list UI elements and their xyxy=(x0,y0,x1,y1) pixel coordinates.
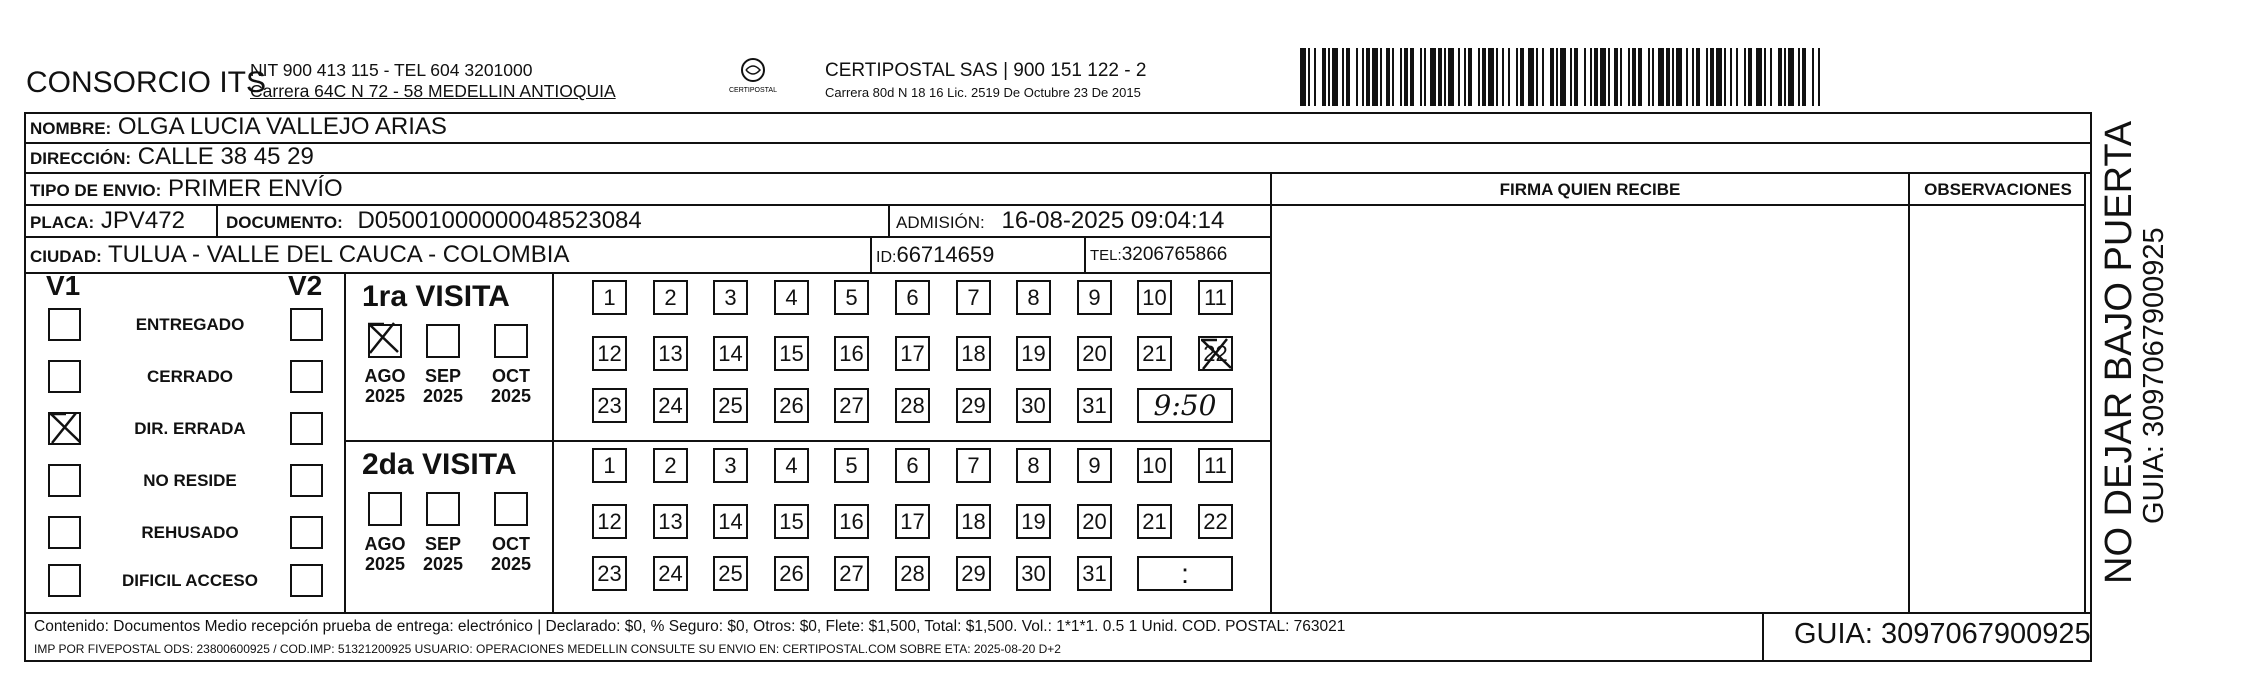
day-box[interactable]: 25 xyxy=(713,388,748,423)
v1-checkbox[interactable] xyxy=(48,308,81,341)
barcode xyxy=(1300,48,1820,106)
documento-row xyxy=(226,206,642,238)
month-name: OCT xyxy=(492,366,530,386)
day-box[interactable]: 21 xyxy=(1137,336,1172,371)
month-year: 2025 xyxy=(364,554,406,574)
signature-header: FIRMA QUIEN RECIBE xyxy=(1499,180,1681,199)
v2-checkbox[interactable] xyxy=(290,412,323,445)
footer-contenido: Contenido: Documentos Medio recepción prueba de entrega: electrónico | Declarado: $0, % Seguro: $0, Otros: $0, Flete: $1,500, Total: $1,500. Vol.: 1*1*1. 0.5 1 Unid. COD. POSTAL: 763021 xyxy=(34,618,1346,635)
admision-label: ADMISIÓN: xyxy=(896,213,985,232)
day-box[interactable]: 12 xyxy=(592,336,627,371)
month-checkbox[interactable] xyxy=(426,492,460,526)
day-box[interactable]: 7 xyxy=(956,448,991,483)
row-divider xyxy=(24,272,1270,274)
logo-text: CERTIPOSTAL xyxy=(729,87,777,94)
cell-divider xyxy=(870,236,872,272)
day-box[interactable]: 5 xyxy=(834,448,869,483)
day-box[interactable]: 12 xyxy=(592,504,627,539)
day-box[interactable]: 3 xyxy=(713,280,748,315)
footer-guia-divider xyxy=(1762,612,1764,660)
day-box[interactable]: 17 xyxy=(895,336,930,371)
day-box[interactable]: 14 xyxy=(713,336,748,371)
day-box[interactable]: 2 xyxy=(653,280,688,315)
v1-label: V1 xyxy=(46,270,81,301)
day-box[interactable]: 28 xyxy=(895,556,930,591)
month-year: 2025 xyxy=(364,386,406,406)
ciudad-label: CIUDAD: xyxy=(30,247,102,266)
id-value: 66714659 xyxy=(896,242,995,267)
cell-divider xyxy=(1084,236,1086,272)
admision-row xyxy=(896,206,1224,238)
company-nit: NIT 900 413 115 - TEL 604 3201000 xyxy=(250,60,533,80)
day-box[interactable]: 15 xyxy=(774,504,809,539)
month-checkbox[interactable] xyxy=(494,324,528,358)
day-box[interactable]: 10 xyxy=(1137,280,1172,315)
day-box[interactable]: 25 xyxy=(713,556,748,591)
v1-checkbox[interactable] xyxy=(48,412,81,445)
month-checkbox[interactable] xyxy=(368,492,402,526)
day-box[interactable]: 30 xyxy=(1016,388,1051,423)
day-box[interactable]: 1 xyxy=(592,448,627,483)
visit2-title: 2da VISITA xyxy=(362,448,517,481)
day-box[interactable]: 9 xyxy=(1077,280,1112,315)
frame-right xyxy=(2090,112,2092,662)
month-label xyxy=(362,534,408,574)
id-label: ID: xyxy=(876,249,897,266)
day-box[interactable]: 19 xyxy=(1016,504,1051,539)
day-box[interactable]: 30 xyxy=(1016,556,1051,591)
day-box[interactable]: 13 xyxy=(653,336,688,371)
status-label: REHUSADO xyxy=(141,523,239,542)
certipostal-name: CERTIPOSTAL SAS | 900 151 122 - 2 xyxy=(825,60,1147,81)
direccion-label: DIRECCIÓN: xyxy=(30,149,132,168)
certipostal-license: Carrera 80d N 18 16 Lic. 2519 De Octubre 23 De 2015 xyxy=(825,85,1141,100)
day-box[interactable]: 29 xyxy=(956,556,991,591)
side-guia: GUIA: 3097067900925 xyxy=(2138,227,2170,524)
day-box[interactable]: 27 xyxy=(834,556,869,591)
placa-value: JPV472 xyxy=(100,207,185,234)
tipo-envio-row xyxy=(30,174,343,206)
day-box[interactable]: 3 xyxy=(713,448,748,483)
day-box[interactable]: 18 xyxy=(956,504,991,539)
day-box[interactable]: 21 xyxy=(1137,504,1172,539)
placa-label: PLACA: xyxy=(30,213,95,232)
v1-checkbox[interactable] xyxy=(48,464,81,497)
sig-header-divider xyxy=(1270,204,2084,206)
month-name: SEP xyxy=(424,534,462,554)
nombre-row xyxy=(30,112,447,144)
day-box[interactable]: 26 xyxy=(774,556,809,591)
certipostal-logo xyxy=(720,56,786,98)
day-box[interactable]: 20 xyxy=(1077,504,1112,539)
placa-row xyxy=(30,206,185,238)
month-label xyxy=(488,366,534,406)
v2-checkbox[interactable] xyxy=(290,516,323,549)
obs-col-right xyxy=(2084,172,2086,612)
day-box[interactable]: 13 xyxy=(653,504,688,539)
ciudad-value: TULUA - VALLE DEL CAUCA - COLOMBIA xyxy=(108,241,570,268)
certipostal-info xyxy=(825,60,1146,104)
day-box[interactable]: 10 xyxy=(1137,448,1172,483)
documento-value: D05001000000048523084 xyxy=(357,207,642,234)
nombre-value: OLGA LUCIA VALLEJO ARIAS xyxy=(117,113,447,140)
day-box[interactable]: 31 xyxy=(1077,556,1112,591)
month-label xyxy=(488,534,534,574)
cell-divider xyxy=(216,204,218,238)
month-checkbox[interactable] xyxy=(426,324,460,358)
footer-imp: IMP POR FIVEPOSTAL ODS: 23800600925 / COD.IMP: 51321200925 USUARIO: OPERACIONES MEDELLIN CONSULTE SU ENVIO EN: CERTIPOSTAL.COM SOBRE ETA: 2025-08-20 D+2 xyxy=(34,642,1061,656)
day-box[interactable]: 7 xyxy=(956,280,991,315)
day-box[interactable]: 11 xyxy=(1198,280,1233,315)
frame-bottom xyxy=(24,660,2092,662)
month-checkbox[interactable] xyxy=(368,324,402,358)
day-box[interactable]: 8 xyxy=(1016,448,1051,483)
footer-divider xyxy=(24,612,2092,614)
id-row xyxy=(876,240,994,273)
day-box[interactable]: 6 xyxy=(895,448,930,483)
tipo-envio-value: PRIMER ENVÍO xyxy=(167,175,343,202)
day-box[interactable]: 28 xyxy=(895,388,930,423)
company-address: Carrera 64C N 72 - 58 MEDELLIN ANTIOQUIA xyxy=(250,81,616,101)
visit1-title: 1ra VISITA xyxy=(362,280,510,313)
v1-checkbox[interactable] xyxy=(48,360,81,393)
month-label xyxy=(420,366,466,406)
month-checkbox[interactable] xyxy=(494,492,528,526)
day-box[interactable]: 23 xyxy=(592,556,627,591)
month-name: AGO xyxy=(364,534,406,554)
day-box[interactable]: 8 xyxy=(1016,280,1051,315)
v1-checkbox[interactable] xyxy=(48,516,81,549)
tel-label: TEL: xyxy=(1090,247,1122,264)
day-box[interactable]: 23 xyxy=(592,388,627,423)
day-box[interactable]: 31 xyxy=(1077,388,1112,423)
v2-checkbox[interactable] xyxy=(290,360,323,393)
observaciones-header: OBSERVACIONES xyxy=(1924,180,2072,199)
month-name: AGO xyxy=(364,366,406,386)
direccion-row xyxy=(30,142,314,174)
visit-col-divider xyxy=(552,272,554,612)
v2-checkbox[interactable] xyxy=(290,564,323,597)
status-label: NO RESIDE xyxy=(143,471,237,490)
day-box[interactable]: 22 xyxy=(1198,336,1233,371)
check-mark-icon xyxy=(1197,336,1237,380)
tel-row xyxy=(1090,240,1227,271)
side-warning: NO DEJAR BAJO PUERTA xyxy=(2098,120,2140,584)
status-label: ENTREGADO xyxy=(135,315,245,334)
month-year: 2025 xyxy=(490,554,532,574)
v1-checkbox[interactable] xyxy=(48,564,81,597)
month-year: 2025 xyxy=(490,386,532,406)
month-name: SEP xyxy=(424,366,462,386)
status-label: DIFICIL ACCESO xyxy=(121,571,258,590)
signature-area[interactable] xyxy=(1274,208,1906,610)
footer-guia: GUIA: 3097067900925 xyxy=(1794,618,2091,650)
day-box[interactable]: 11 xyxy=(1198,448,1233,483)
admision-value: 16-08-2025 09:04:14 xyxy=(1001,207,1225,234)
day-box[interactable]: 24 xyxy=(653,556,688,591)
day-box[interactable]: 22 xyxy=(1198,504,1233,539)
company-name: CONSORCIO ITS xyxy=(26,66,267,99)
day-box[interactable]: 4 xyxy=(774,448,809,483)
day-box[interactable]: 18 xyxy=(956,336,991,371)
cell-divider xyxy=(888,204,890,238)
observaciones-area[interactable] xyxy=(1912,208,2082,610)
day-box[interactable]: 14 xyxy=(713,504,748,539)
status-label: CERRADO xyxy=(147,367,233,386)
sig-col-left xyxy=(1270,172,1272,612)
tel-value: 3206765866 xyxy=(1121,244,1228,265)
day-box[interactable]: 26 xyxy=(774,388,809,423)
day-box[interactable]: 6 xyxy=(895,280,930,315)
day-box[interactable]: 5 xyxy=(834,280,869,315)
day-box[interactable]: 9 xyxy=(1077,448,1112,483)
day-box[interactable]: 17 xyxy=(895,504,930,539)
time-field[interactable]: : xyxy=(1137,556,1233,591)
month-label xyxy=(362,366,408,406)
tipo-envio-label: TIPO DE ENVIO: xyxy=(30,181,162,200)
ciudad-row xyxy=(30,240,569,272)
obs-col-left xyxy=(1908,172,1910,612)
visit-divider xyxy=(344,440,1270,442)
frame-left xyxy=(24,112,26,662)
nombre-label: NOMBRE: xyxy=(30,119,112,138)
month-year: 2025 xyxy=(422,554,464,574)
month-label xyxy=(420,534,466,574)
day-box[interactable]: 1 xyxy=(592,280,627,315)
direccion-value: CALLE 38 45 29 xyxy=(137,143,314,170)
v2-checkbox[interactable] xyxy=(290,308,323,341)
day-box[interactable]: 15 xyxy=(774,336,809,371)
time-field[interactable]: 9:50 xyxy=(1137,388,1233,423)
day-box[interactable]: 2 xyxy=(653,448,688,483)
v2-label: V2 xyxy=(288,270,323,301)
status-col-divider xyxy=(344,272,346,612)
day-box[interactable]: 20 xyxy=(1077,336,1112,371)
company-info xyxy=(250,60,616,102)
day-box[interactable]: 24 xyxy=(653,388,688,423)
month-name: OCT xyxy=(492,534,530,554)
day-box[interactable]: 27 xyxy=(834,388,869,423)
day-box[interactable]: 19 xyxy=(1016,336,1051,371)
status-label: DIR. ERRADA xyxy=(134,419,246,438)
day-box[interactable]: 29 xyxy=(956,388,991,423)
v2-checkbox[interactable] xyxy=(290,464,323,497)
month-year: 2025 xyxy=(422,386,464,406)
documento-label: DOCUMENTO: xyxy=(226,213,343,232)
day-box[interactable]: 16 xyxy=(834,504,869,539)
day-box[interactable]: 4 xyxy=(774,280,809,315)
day-box[interactable]: 16 xyxy=(834,336,869,371)
